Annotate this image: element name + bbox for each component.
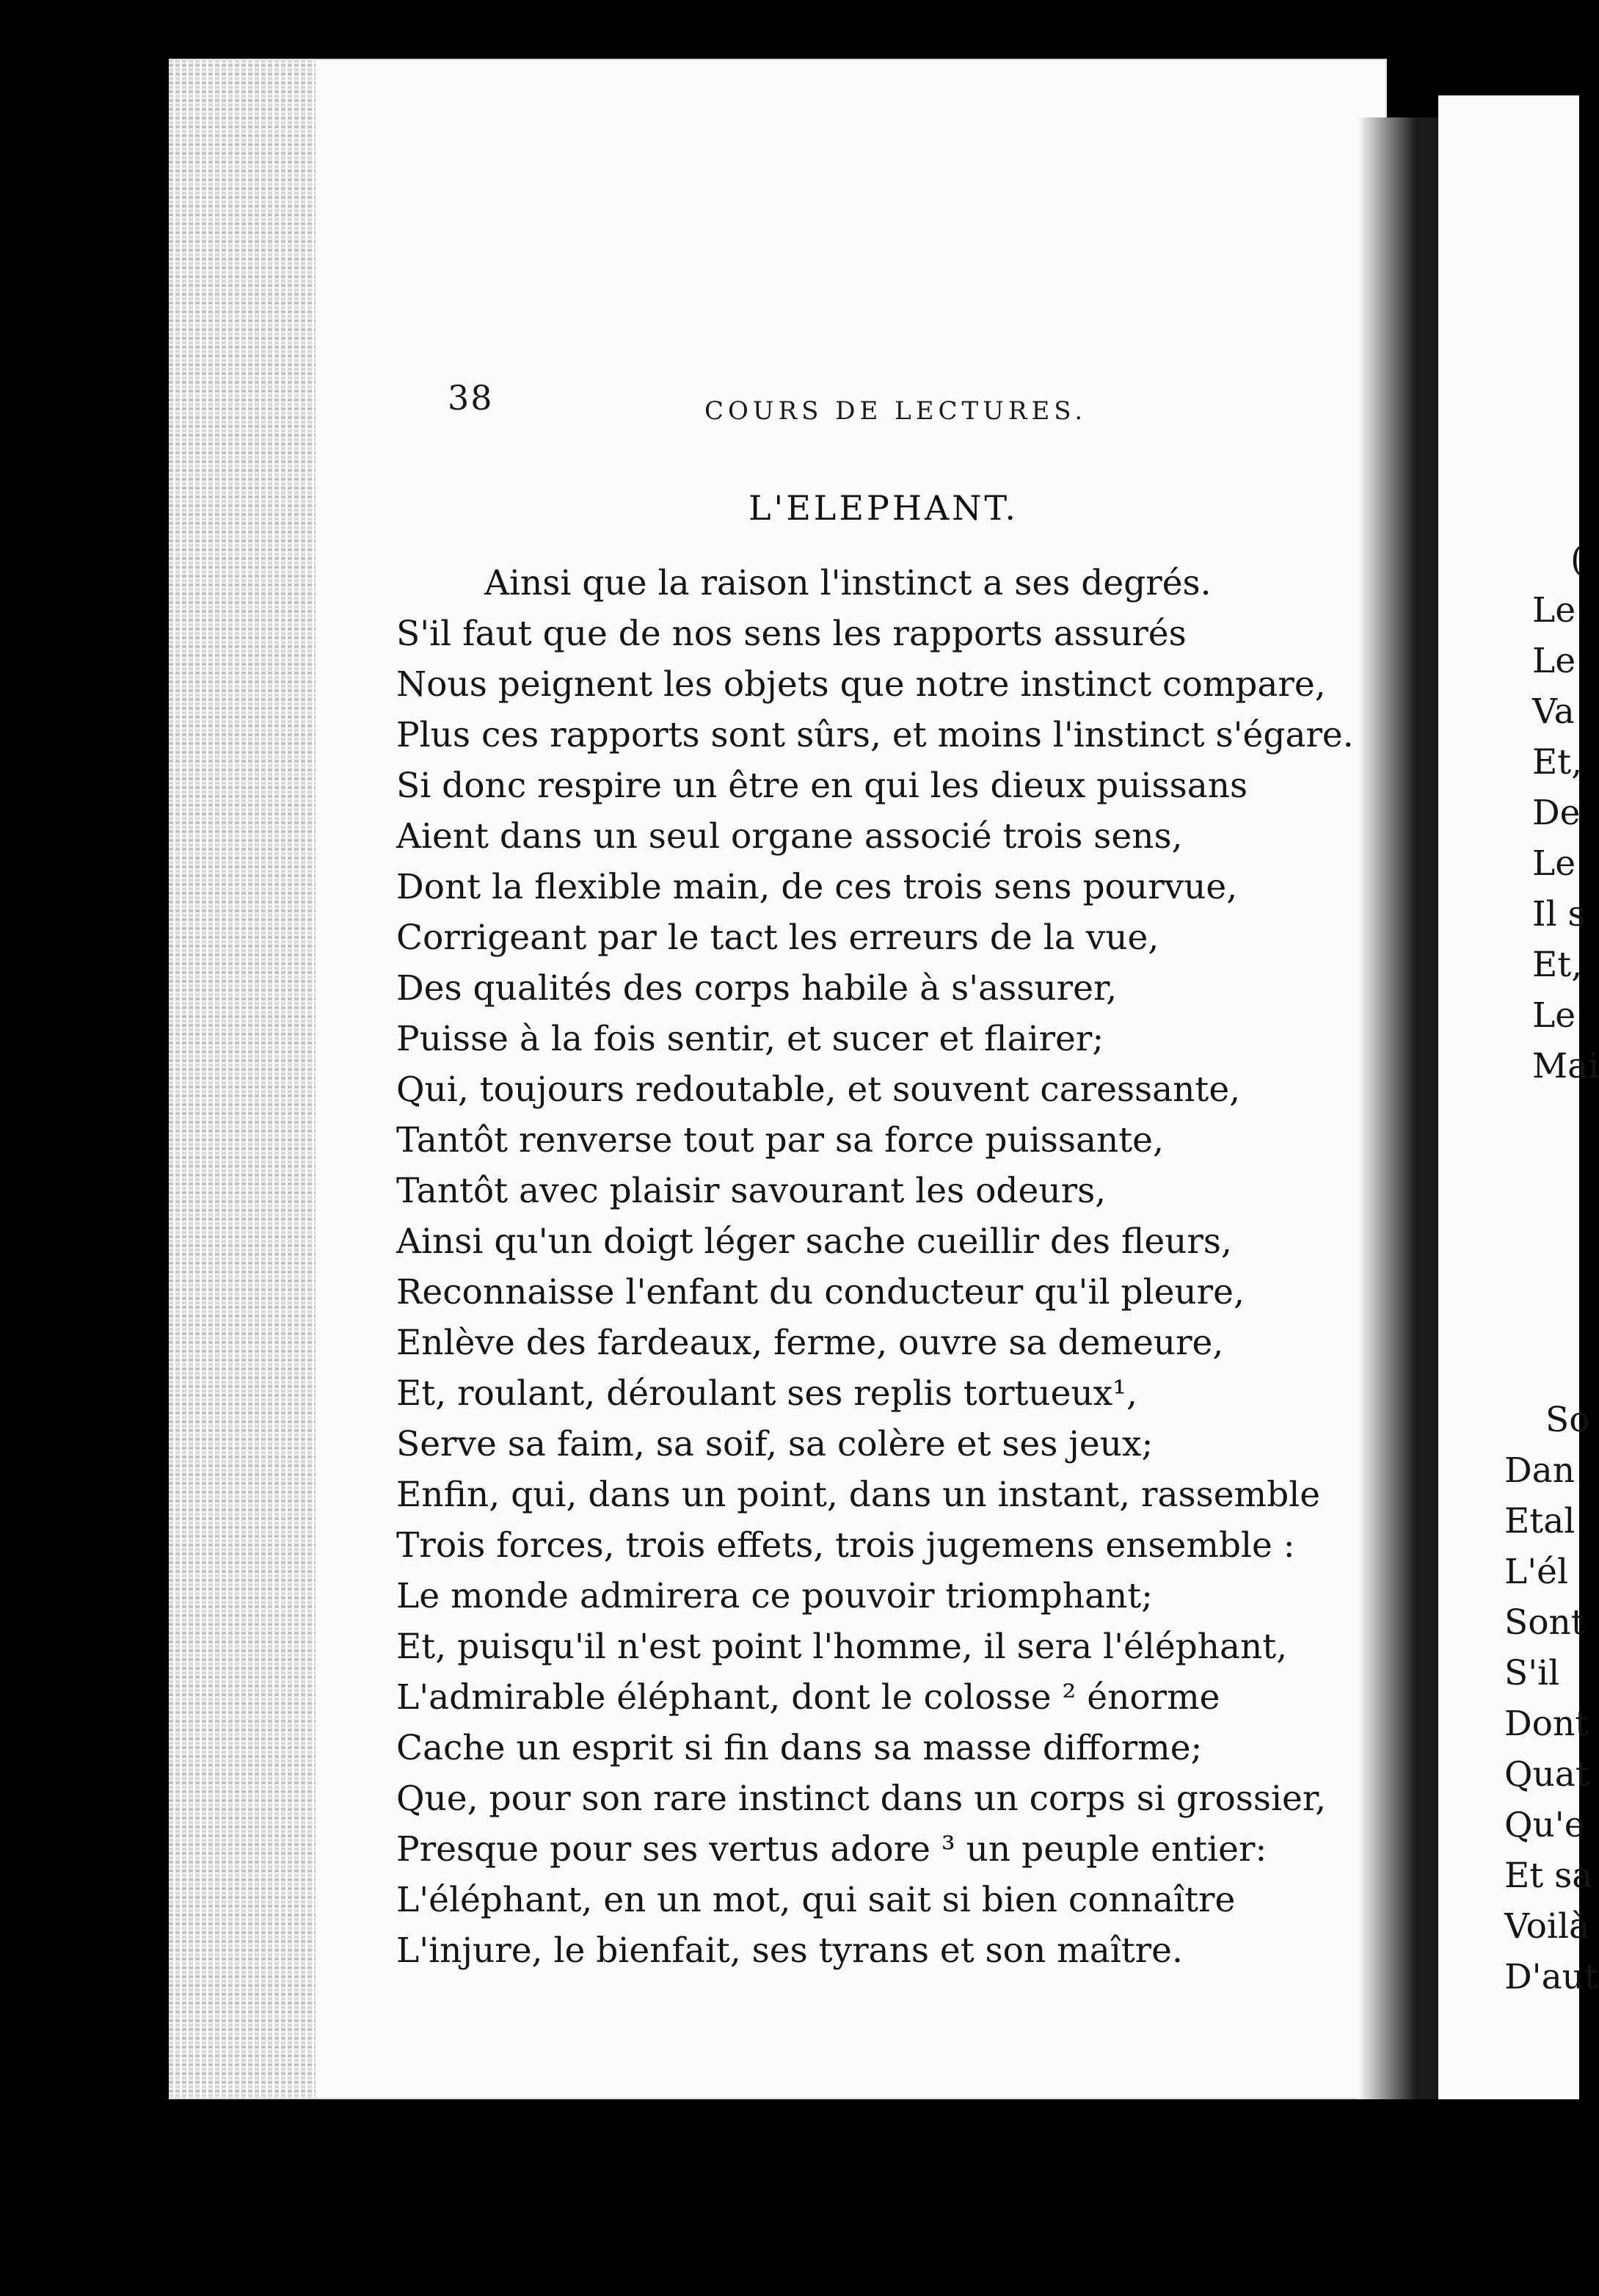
page-number: 38: [448, 378, 494, 418]
poem-line: Enlève des fardeaux, ferme, ouvre sa demeure,: [396, 1323, 1224, 1363]
right-page-top-fragment: [1532, 534, 1599, 1091]
right-page-line: (: [1570, 540, 1584, 580]
poem-line: L'éléphant, en un mot, qui sait si bien connaître: [396, 1880, 1236, 1920]
poem-line: Le monde admirera ce pouvoir triomphant;: [396, 1576, 1153, 1616]
right-page-line: Et sa: [1504, 1856, 1593, 1896]
deckled-page-edge: [169, 59, 316, 2099]
poem-body: [396, 558, 1380, 1976]
right-page-line: Quat: [1504, 1754, 1589, 1795]
right-page-line: S'il: [1504, 1653, 1560, 1693]
poem-line: Et, roulant, déroulant ses replis tortueux¹,: [396, 1373, 1137, 1414]
poem-line: Nous peignent les objets que notre instinct compare,: [396, 664, 1326, 705]
bottom-border: [0, 2099, 1579, 2296]
poem-line: Reconnaisse l'enfant du conducteur qu'il pleure,: [396, 1272, 1245, 1312]
right-page-line: Sont: [1504, 1602, 1585, 1643]
right-page-line: Va: [1532, 691, 1575, 732]
right-page-line: Voilà: [1504, 1906, 1590, 1947]
poem-line: Et, puisqu'il n'est point l'homme, il sera l'éléphant,: [396, 1627, 1288, 1667]
right-page-line: Il s: [1532, 894, 1586, 934]
gutter: [1416, 117, 1438, 2187]
right-page-line: Et,: [1532, 742, 1583, 782]
poem-line: L'injure, le bienfait, ses tyrans et son maître.: [396, 1930, 1183, 1971]
poem-line: Aient dans un seul organe associé trois sens,: [396, 816, 1183, 857]
right-page-line: Mai: [1532, 1046, 1599, 1086]
right-page-line: Le: [1532, 995, 1576, 1036]
poem-line: Presque pour ses vertus adore ³ un peuple entier:: [396, 1829, 1267, 1870]
poem-line: Ainsi que la raison l'instinct a ses degrés.: [484, 563, 1212, 603]
poem-line: Serve sa faim, sa soif, sa colère et ses jeux;: [396, 1424, 1154, 1464]
poem-title: L'ELEPHANT.: [748, 488, 1019, 528]
poem-line: Si donc respire un être en qui les dieux puissans: [396, 766, 1248, 806]
poem-line: Enfin, qui, dans un point, dans un instant, rassemble: [396, 1475, 1321, 1515]
poem-line: L'admirable éléphant, dont le colosse ² énorme: [396, 1677, 1220, 1718]
poem-line: Trois forces, trois effets, trois jugemens ensemble :: [396, 1525, 1295, 1566]
poem-line: Ainsi qu'un doigt léger sache cueillir des fleurs,: [396, 1221, 1232, 1262]
poem-line: Tantôt renverse tout par sa force puissante,: [396, 1120, 1164, 1160]
running-head: COURS DE LECTURES.: [704, 396, 1088, 426]
poem-line: Que, pour son rare instinct dans un corps si grossier,: [396, 1779, 1327, 1819]
right-page-line: D'aut: [1504, 1957, 1598, 1997]
right-page-bottom-fragment: [1504, 1395, 1598, 2002]
right-page-line: Le: [1532, 641, 1576, 681]
poem-line: Cache un esprit si fin dans sa masse difforme;: [396, 1728, 1203, 1768]
poem-line: Plus ces rapports sont sûrs, et moins l'instinct s'égare.: [396, 715, 1354, 755]
right-page-line: Le: [1532, 590, 1576, 631]
right-page-line: So: [1545, 1400, 1590, 1440]
poem-line: Tantôt avec plaisir savourant les odeurs,: [396, 1171, 1107, 1211]
poem-line: Puisse à la fois sentir, et sucer et flairer;: [396, 1019, 1104, 1059]
right-page-line: Etal: [1504, 1501, 1576, 1541]
poem-line: Des qualités des corps habile à s'assurer,: [396, 968, 1118, 1009]
right-page-line: L'él: [1504, 1552, 1568, 1592]
right-page-line: Qu'e: [1504, 1805, 1585, 1845]
poem-line: S'il faut que de nos sens les rapports assurés: [396, 614, 1187, 654]
right-page-line: Le: [1532, 843, 1576, 884]
poem-line: Qui, toujours redoutable, et souvent caressante,: [396, 1069, 1241, 1110]
poem-line: Dont la flexible main, de ces trois sens pourvue,: [396, 867, 1238, 907]
right-page-line: De: [1532, 793, 1581, 833]
right-page-line: Dont: [1504, 1704, 1589, 1744]
poem-line: Corrigeant par le tact les erreurs de la vue,: [396, 918, 1159, 958]
right-page-line: Et,: [1532, 945, 1583, 985]
right-page-line: Dan: [1504, 1450, 1575, 1491]
